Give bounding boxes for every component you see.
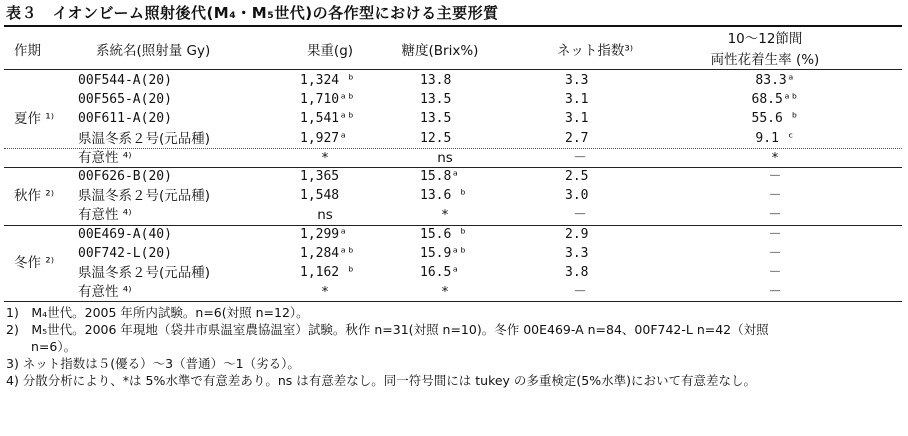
row-flower-rate: －: [768, 265, 782, 280]
sig-label: 有意性 ⁴⁾: [78, 207, 132, 224]
season-label: 夏作 ¹⁾: [14, 111, 55, 127]
sig-flower: －: [768, 284, 782, 301]
row-line-name: 00E469-A(40): [78, 226, 172, 242]
row-line-name: 県温冬系２号(元品種): [78, 188, 211, 205]
row-net: 3.0: [565, 188, 589, 204]
header-line: 系統名(照射量 Gy): [96, 43, 211, 59]
row-line-name: 県温冬系２号(元品種): [78, 265, 211, 281]
season-label: 冬作 ²⁾: [14, 255, 55, 271]
row-weight: 1,710ᵃᵇ: [300, 92, 355, 108]
sig-brix: ns: [437, 149, 453, 166]
row-brix: 13.5: [420, 111, 452, 127]
section-divider: [4, 225, 902, 226]
header-weight: 果重(g): [306, 43, 354, 59]
row-weight: 1,284ᵃᵇ: [300, 245, 355, 261]
row-weight: 1,927ᵃ: [300, 130, 347, 146]
table-title: 表３ イオンビーム照射後代(M₄・M₅世代)の各作型における主要形質: [6, 4, 499, 22]
row-net: 3.1: [565, 92, 589, 108]
row-flower-rate: －: [768, 226, 782, 242]
sig-label: 有意性 ⁴⁾: [78, 284, 132, 301]
row-brix: 13.8: [420, 73, 452, 88]
row-flower-rate: 9.1 ᶜ: [755, 130, 795, 146]
row-net: 2.7: [565, 130, 589, 146]
row-weight: 1,365: [300, 169, 340, 184]
row-line-name: 00F611-A(20): [78, 111, 172, 127]
row-brix: 15.8ᵃ: [420, 169, 460, 184]
sig-net: －: [573, 284, 587, 301]
row-net: 3.3: [565, 73, 589, 88]
footnote: 4) 分散分析により、*は 5%水準で有意差あり。ns は有意差なし。同一符号間には tukey の多重検定(5%水準)において有意差なし。: [6, 373, 757, 389]
sig-weight: ns: [317, 207, 333, 224]
sig-weight: *: [321, 149, 329, 166]
row-brix: 15.6 ᵇ: [420, 226, 467, 242]
row-brix: 13.6 ᵇ: [420, 188, 467, 204]
row-flower-rate: 55.6 ᵇ: [751, 111, 799, 127]
row-flower-rate: －: [768, 169, 782, 184]
row-flower-rate: 83.3ᵃ: [755, 73, 795, 88]
row-flower-rate: －: [768, 245, 782, 261]
row-weight: 1,324 ᵇ: [300, 73, 355, 88]
footnote: n=6）。: [6, 339, 77, 355]
row-flower-rate: －: [768, 188, 782, 204]
row-net: 3.3: [565, 245, 589, 261]
row-net: 2.9: [565, 226, 589, 242]
table-top-border: [4, 25, 902, 27]
footnote: 1) M₄世代。2005 年所内試験。n=6(対照 n=12）。: [6, 305, 309, 321]
row-weight: 1,162 ᵇ: [300, 265, 355, 280]
row-weight: 1,299ᵃ: [300, 226, 347, 242]
row-net: 3.1: [565, 111, 589, 127]
sig-brix: *: [441, 284, 449, 301]
row-brix: 15.9ᵃᵇ: [420, 245, 467, 261]
row-net: 2.5: [565, 169, 589, 184]
section-divider: [4, 167, 902, 168]
row-brix: 12.5: [420, 130, 452, 146]
header-bottom-border: [4, 69, 902, 70]
sig-net: －: [573, 149, 587, 166]
sig-row-divider: [4, 148, 902, 149]
row-net: 3.8: [565, 265, 589, 280]
sig-net: －: [573, 207, 587, 224]
header-net: ネット指数³⁾: [556, 43, 634, 59]
sig-label: 有意性 ⁴⁾: [78, 149, 132, 166]
footnote: 2) M₅世代。2006 年現地（袋井市県温室農協温室）試験。秋作 n=31(対照 n=10)。冬作 00E469-A n=84、00F742-L n=42（対照: [6, 322, 769, 338]
row-line-name: 00F544-A(20): [78, 73, 172, 88]
row-line-name: 00F565-A(20): [78, 92, 172, 108]
row-line-name: 県温冬系２号(元品種): [78, 130, 211, 147]
header-flower-line2: 両性花着生率 (%): [710, 52, 820, 68]
section-divider: [4, 301, 902, 302]
season-label: 秋作 ²⁾: [14, 187, 55, 204]
row-brix: 16.5ᵃ: [420, 265, 460, 280]
header-flower-line1: 10～12節間: [727, 31, 803, 47]
row-weight: 1,541ᵃᵇ: [300, 111, 355, 127]
header-brix: 糖度(Brix%): [401, 43, 479, 59]
row-flower-rate: 68.5ᵃᵇ: [751, 92, 799, 108]
row-line-name: 00F742-L(20): [78, 245, 172, 261]
sig-brix: *: [441, 207, 449, 224]
row-weight: 1,548: [300, 188, 340, 204]
sig-flower: *: [771, 149, 779, 166]
sig-flower: －: [768, 207, 782, 224]
header-season: 作期: [14, 43, 41, 59]
row-line-name: 00F626-B(20): [78, 169, 172, 184]
sig-weight: *: [321, 284, 329, 301]
footnote: 3) ネット指数は５(優る）～3（普通）～1（劣る）。: [6, 356, 300, 372]
row-brix: 13.5: [420, 92, 452, 108]
